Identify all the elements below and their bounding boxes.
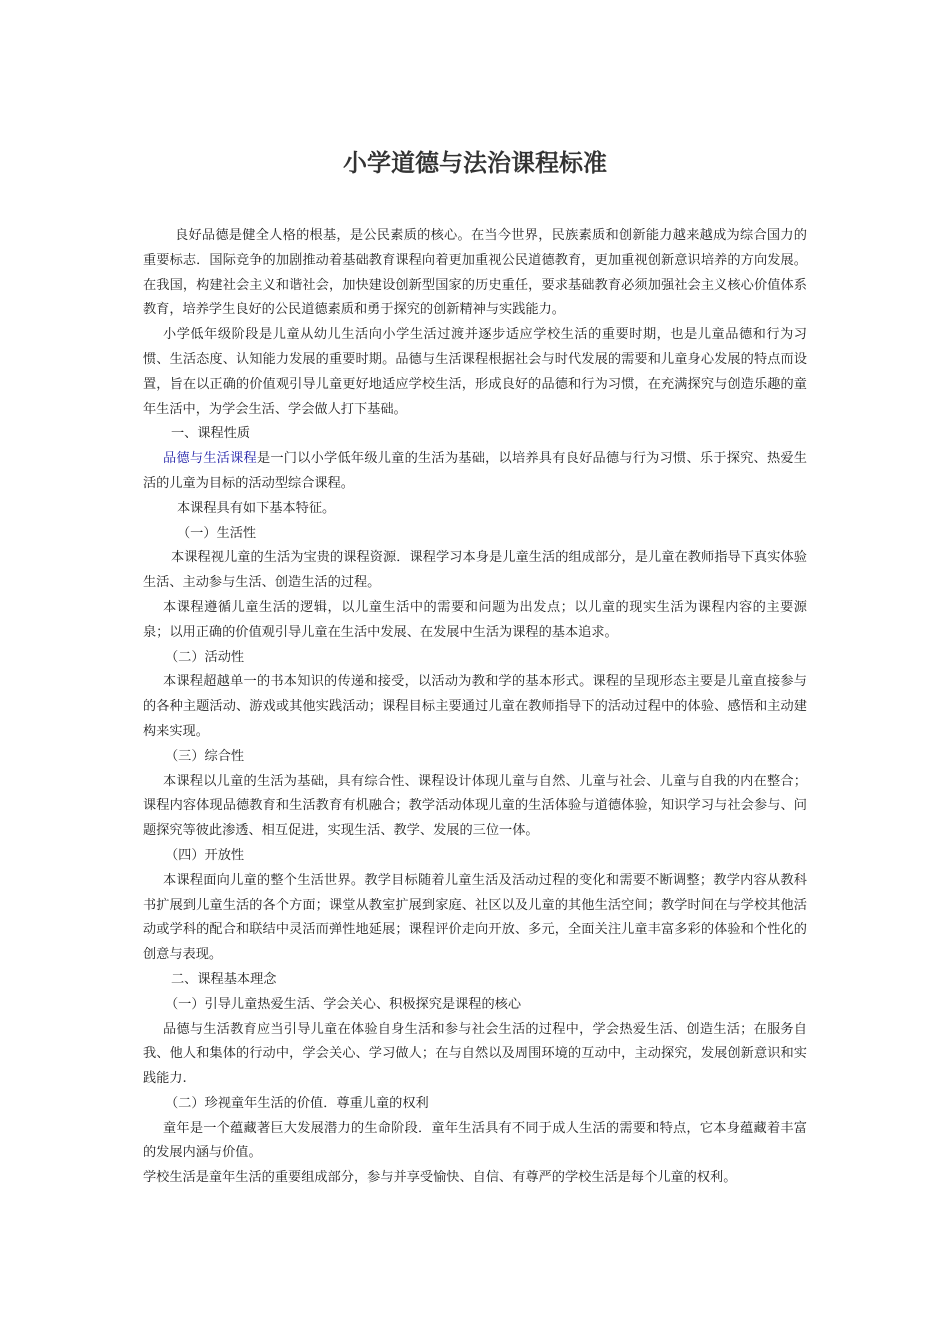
paragraph-childhood: 童年是一个蕴藏著巨大发展潜力的生命阶段．童年生活具有不同于成人生活的需要和特点，它本身蕴藏着丰富的发展内涵与价值。 [143, 1120, 807, 1161]
heading-open-nature: （四）开放性 [165, 847, 245, 863]
heading-basic-concepts: 二、课程基本理念 [171, 971, 277, 987]
paragraph-core-guidance: 品德与生活教育应当引导儿童在体验自身生活和参与社会生活的过程中，学会热爱生活、创造生活；在服务自我、他人和集体的行动中，学会关心、学习做人；在与自然以及周围环境的互动中，主动探究，发展创新意识和实践能力. [143, 1021, 807, 1087]
heading-comprehensive-nature: （三）综合性 [165, 748, 245, 764]
paragraph-school-life: 学校生活是童年生活的重要组成部分，参与并享受愉快、自信、有尊严的学校生活是每个儿童的权利。 [143, 1170, 737, 1186]
paragraph-basic-features: 本课程具有如下基本特征。 [177, 500, 336, 516]
heading-core-guidance: （一）引导儿童热爱生活、学会关心、积极探究是课程的核心 [165, 996, 522, 1012]
paragraph-lower-grade: 小学低年级阶段是儿童从幼儿生活向小学生活过渡并逐步适应学校生活的重要时期，也是儿童品德和行为习惯、生活态度、认知能力发展的重要时期。品德与生活课程根据社会与时代发展的需要和儿童身心发展的特点而设置，旨在以正确的价值观引导儿童更好地适应学校生活，形成良好的品德和行为习惯，在充满探究与创造乐趣的童年生活中，为学会生活、学会做人打下基础。 [143, 327, 807, 417]
heading-activity-nature: （二）活动性 [165, 649, 245, 665]
paragraph-course-definition [143, 447, 807, 497]
paragraph-life-resource: 本课程视儿童的生活为宝贵的课程资源．课程学习本身是儿童生活的组成部分，是儿童在教师指导下真实体验生活、主动参与生活、创造生活的过程。 [143, 550, 807, 591]
page-title: 小学道德与法治课程标准 [343, 148, 607, 177]
paragraph-life-logic: 本课程遵循儿童生活的逻辑，以儿童生活中的需要和问题为出发点；以儿童的现实生活为课程内容的主要源泉；以用正确的价值观引导儿童在生活中发展、在发展中生活为课程的基本追求。 [143, 599, 807, 640]
heading-life-nature: （一）生活性 [177, 525, 257, 541]
paragraph-open: 本课程面向儿童的整个生活世界。教学目标随着儿童生活及活动过程的变化和需要不断调整；教学内容从教科书扩展到儿童生活的各个方面；课堂从教室扩展到家庭、社区以及儿童的其他生活空间；教学时间在与学校其他活动或学科的配合和联结中灵活而弹性地延展；课程评价走向开放、多元，全面关注儿童丰富多彩的体验和个性化的创意与表现。 [143, 872, 807, 963]
course-name-link[interactable]: 品德与生活课程 [163, 451, 257, 467]
heading-course-nature: 一、课程性质 [171, 426, 251, 442]
paragraph-activity: 本课程超越单一的书本知识的传递和接受，以活动为教和学的基本形式。课程的呈现形态主要是儿童直接参与的各种主题活动、游戏或其他实践活动；课程目标主要通过儿童在教师指导下的活动过程中的体验、感悟和主动建构来实现。 [143, 674, 807, 739]
paragraph-intro: 良好品德是健全人格的根基，是公民素质的核心。在当今世界，民族素质和创新能力越来越成为综合国力的重要标志．国际竞争的加剧推动着基础教育课程向着更加重视公民道德教育，更加重视创新意识培养的方向发展。在我国，构建社会主义和谐社会，加快建设创新型国家的历史重任，要求基础教育必须加强社会主义核心价值体系教育，培养学生良好的公民道德素质和勇于探究的创新精神与实践能力。 [143, 228, 807, 318]
paragraph-comprehensive: 本课程以儿童的生活为基础，具有综合性、课程设计体现儿童与自然、儿童与社会、儿童与自我的内在整合；课程内容体现品德教育和生活教育有机融合；教学活动体现儿童的生活体验与道德体验，知识学习与社会参与、问题探究等彼此渗透、相互促进，实现生活、教学、发展的三位一体。 [143, 773, 807, 839]
document-body [143, 224, 807, 1191]
heading-childhood-value: （二）珍视童年生活的价值．尊重儿童的权利 [165, 1095, 429, 1111]
course-definition-text: 是一门以小学低年级儿童的生活为基础，以培养具有良好品德与行为习惯、乐于探究、热爱生活的儿童为目标的活动型综合课程。 [143, 451, 807, 491]
